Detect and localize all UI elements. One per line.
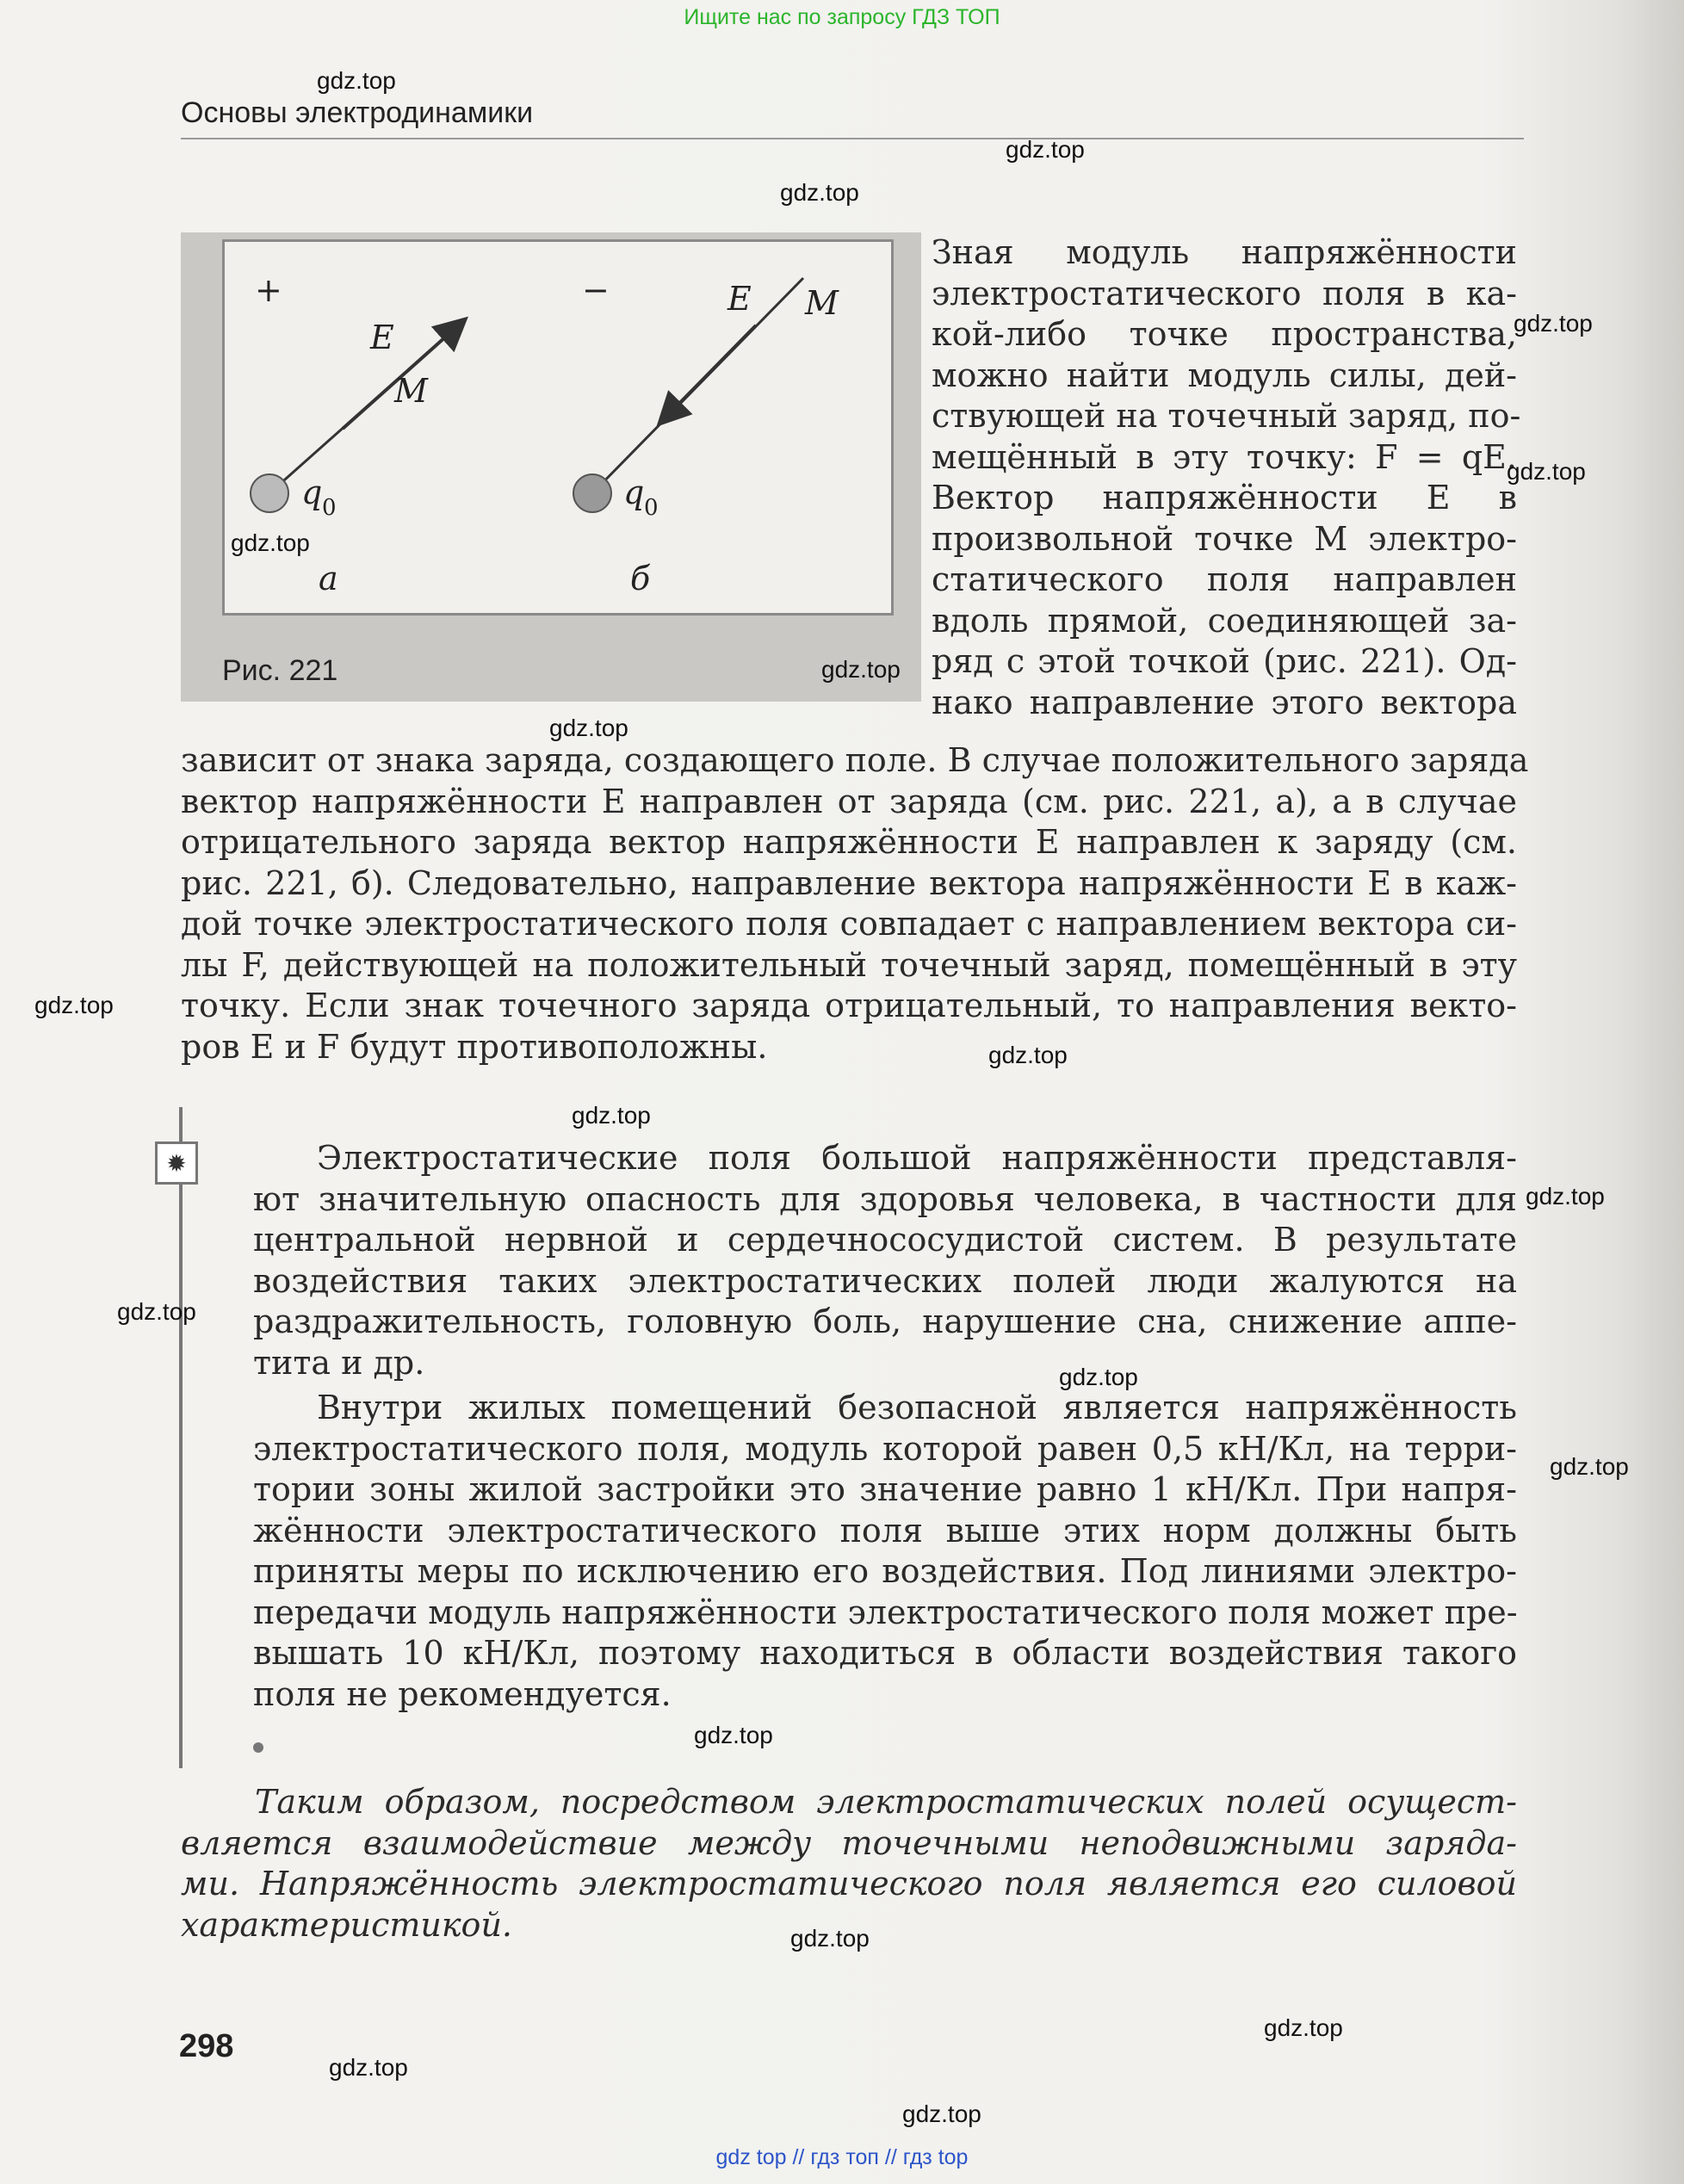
fig-label-E-b: E bbox=[727, 280, 752, 318]
text-line: характеристикой. bbox=[181, 1905, 512, 1944]
watermark: gdz.top bbox=[329, 2054, 408, 2081]
note-side-rule bbox=[179, 1107, 183, 1768]
negative-charge bbox=[573, 474, 611, 512]
note-paragraph-1 bbox=[253, 1138, 1517, 1383]
text-line: рис. 221, б). Следовательно, направление вектора напряжённости E в каж- bbox=[181, 863, 1517, 902]
watermark: gdz.top bbox=[1550, 1453, 1629, 1480]
text-line: вдоль прямой, соединяющей за- bbox=[932, 601, 1517, 640]
positive-charge bbox=[251, 474, 288, 512]
text-line: тории зоны жилой застройки это значение равно 1 кН/Кл. При напря- bbox=[253, 1470, 1517, 1508]
text-line: жённости электростатического поля выше этих норм должны быть bbox=[253, 1511, 1517, 1550]
note-paragraph-2 bbox=[253, 1388, 1517, 1715]
text-line: приняты меры по исключению его воздействия. Под линиями электро- bbox=[253, 1552, 1517, 1590]
watermark: gdz.top bbox=[34, 992, 114, 1018]
fig-label-q-b: q bbox=[623, 473, 645, 511]
text-line: нако направление этого вектора bbox=[932, 683, 1517, 721]
text-line: поля не рекомендуется. bbox=[253, 1674, 672, 1713]
fig-label-M-b: M bbox=[805, 284, 839, 322]
text-line: статического поля направлен bbox=[932, 560, 1517, 598]
watermark: gdz.top bbox=[1514, 310, 1593, 337]
text-line: электростатического поля в ка- bbox=[932, 274, 1517, 312]
text-line: ми. Напряжённость электростатического поля является его силовой bbox=[181, 1865, 1517, 1902]
text-line: электростатического поля, модуль которой равен 0,5 кН/Кл, на терри- bbox=[253, 1429, 1517, 1468]
fig-label-q-a: q bbox=[301, 473, 323, 511]
sun-icon: ✹ bbox=[155, 1141, 198, 1185]
text-line: можно найти модуль силы, дей- bbox=[932, 356, 1517, 394]
text-line: мещённый в эту точку: F = qE. bbox=[932, 437, 1517, 476]
fig-label-E-a: E bbox=[370, 319, 394, 356]
watermark: gdz.top bbox=[1059, 1364, 1138, 1390]
text-line: Внутри жилых помещений безопасной является напряжённость bbox=[317, 1389, 1517, 1426]
top-banner[interactable]: Ищите нас по запросу ГДЗ ТОП bbox=[684, 5, 1000, 29]
paragraph-1 bbox=[932, 232, 1521, 723]
note-end-dot bbox=[253, 1742, 263, 1753]
watermark: gdz.top bbox=[1264, 2014, 1343, 2041]
fig-plus: + bbox=[255, 271, 282, 309]
vector-e-b bbox=[661, 325, 756, 422]
text-line: отрицательного заряда вектор напряжённости E направлен к заряду (см. bbox=[181, 823, 1517, 861]
header-rule bbox=[181, 138, 1524, 139]
text-line: вляется взаимодействие между точечными неподвижными заряда- bbox=[181, 1823, 1517, 1862]
watermark: gdz.top bbox=[549, 715, 628, 741]
text-line: ряд с этой точкой (рис. 221). Од- bbox=[932, 642, 1517, 680]
text-line: воздействия таких электростатических полей люди жалуются на bbox=[253, 1261, 1517, 1300]
text-line: ют значительную опасность для здоровья человека, в частности для bbox=[253, 1179, 1517, 1218]
watermark: gdz.top bbox=[1526, 1183, 1605, 1210]
fig-minus: − bbox=[582, 271, 610, 309]
text-line: вектор напряжённости E направлен от заряда (см. рис. 221, а), а в случае bbox=[181, 782, 1517, 820]
text-line: произвольной точке M электро- bbox=[932, 519, 1517, 558]
summary-paragraph bbox=[181, 1782, 1517, 1946]
fig-sub-b: 0 bbox=[644, 495, 659, 521]
fig-sub-a: 0 bbox=[322, 495, 337, 521]
text-line: Зная модуль напряжённости bbox=[932, 233, 1517, 271]
text-line: Таким образом, посредством электростатических полей осущест- bbox=[255, 1783, 1517, 1821]
watermark: gdz.top bbox=[117, 1298, 196, 1325]
fig-label-b: б bbox=[630, 560, 651, 597]
watermark: gdz.top bbox=[1006, 136, 1085, 163]
watermark: gdz.top bbox=[790, 1925, 870, 1952]
watermark: gdz.top bbox=[231, 529, 310, 556]
text-line: дой точке электростатического поля совпадает с направлением вектора си- bbox=[181, 905, 1517, 943]
text-line: раздражительность, головную боль, нарушение сна, снижение аппе- bbox=[253, 1302, 1517, 1340]
figure-caption: Рис. 221 bbox=[222, 654, 338, 687]
page-header: Основы электродинамики bbox=[181, 96, 534, 129]
paragraph-2 bbox=[181, 740, 1529, 1067]
text-line: центральной нервной и сердечнососудистой систем. В результате bbox=[253, 1221, 1517, 1259]
fig-label-M-a: M bbox=[394, 372, 428, 410]
watermark: gdz.top bbox=[317, 67, 396, 94]
text-line: вышать 10 кН/Кл, поэтому находиться в области воздействия такого bbox=[253, 1634, 1517, 1672]
text-line: кой-либо точке пространства, bbox=[932, 315, 1517, 353]
bottom-banner[interactable]: gdz top // гдз топ // гдз top bbox=[715, 2145, 969, 2169]
watermark: gdz.top bbox=[821, 656, 901, 683]
watermark: gdz.top bbox=[988, 1042, 1068, 1068]
fig-label-a: a bbox=[319, 560, 338, 597]
watermark: gdz.top bbox=[780, 179, 859, 206]
text-line: тита и др. bbox=[253, 1343, 425, 1382]
watermark: gdz.top bbox=[902, 2100, 981, 2127]
text-line: лы F, действующей на положительный точечный заряд, помещённый в эту bbox=[181, 945, 1517, 984]
text-line: Вектор напряжённости E в bbox=[932, 479, 1517, 517]
watermark: gdz.top bbox=[694, 1722, 773, 1748]
text-line: передачи модуль напряжённости электростатического поля может пре- bbox=[253, 1593, 1518, 1631]
text-line: ров E и F будут противоположны. bbox=[181, 1027, 768, 1066]
text-line: зависит от знака заряда, создающего поле. В случае положительного заряда bbox=[181, 741, 1529, 779]
page-number: 298 bbox=[179, 2028, 234, 2064]
text-line: Электростатические поля большой напряжённости представля- bbox=[317, 1139, 1517, 1177]
text-line: ствующей на точечный заряд, по- bbox=[932, 397, 1521, 435]
watermark: gdz.top bbox=[572, 1102, 651, 1129]
watermark: gdz.top bbox=[1507, 458, 1586, 485]
text-line: точку. Если знак точечного заряда отрицательный, то направления векто- bbox=[181, 987, 1517, 1024]
